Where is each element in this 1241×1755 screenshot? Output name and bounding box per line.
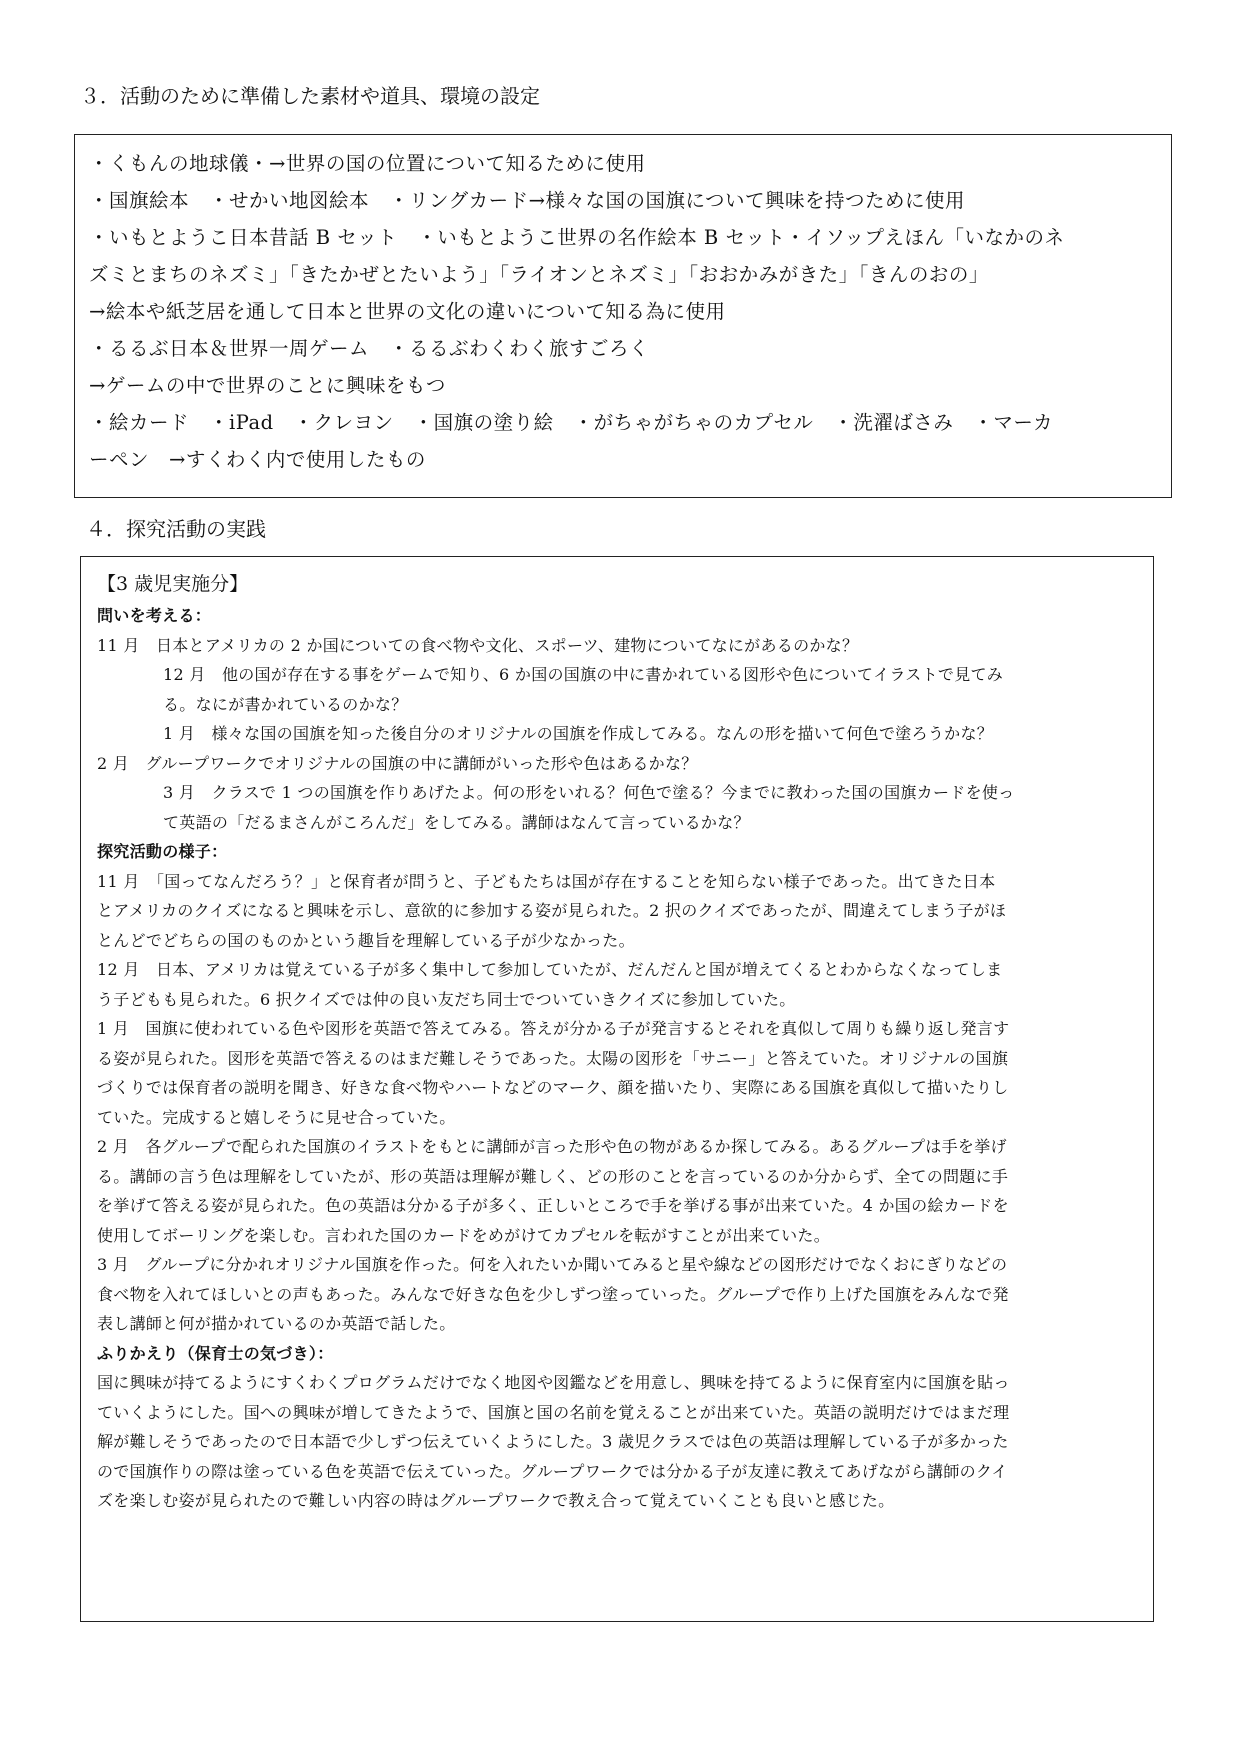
activity-line: とアメリカのクイズになると興味を示し、意欲的に参加する姿が見られた。2 択のクイズであったが、間違えてしまう子がほ [97, 901, 1007, 920]
question-line: 3 月 クラスで 1 つの国旗を作りあげたよ。何の形をいれる？何色で塗る？今までに教わった国の国旗カードを使っ [163, 783, 1015, 802]
reflection-line: 国に興味が持てるようにすくわくプログラムだけでなく地図や図鑑などを用意し、興味を持てるように保育室内に国旗を貼っ [97, 1373, 1010, 1392]
reflection-line: 解が難しそうであったので日本語で少しずつ伝えていくようにした。3 歳児クラスでは色の英語は理解している子が多かった [97, 1432, 1009, 1451]
section-3-heading: ３．活動のために準備した素材や道具、環境の設定 [80, 84, 540, 108]
activity-line: る。講師の言う色は理解をしていたが、形の英語は理解が難しく、どの形のことを言っているのか分からず、全ての問題に手 [97, 1166, 1009, 1186]
activity-line: を挙げて答える姿が見られた。色の英語は分かる子が多く、正しいところで手を挙げる事が出来ていた。4 か国の絵カードを [97, 1196, 1009, 1215]
reflection-line: ズを楽しむ姿が見られたので難しい内容の時はグループワークで教え合って覚えていくことも良いと感じた。 [97, 1491, 895, 1510]
questions-label: 問いを考える： [97, 606, 212, 625]
materials-line: ズミとまちのネズミ」「きたかぜとたいよう」「ライオンとネズミ」「おおかみがきた」「きんのおの」 [89, 263, 989, 286]
activity-line: る姿が見られた。図形を英語で答えるのはまだ難しそうであった。太陽の図形を「サニー」と答えていた。オリジナルの国旗 [97, 1048, 1009, 1068]
activity-line: 11 月 「国ってなんだろう？」と保育者が問うと、子どもたちは国が存在することを知らない様子であった。出てきた日本 [97, 871, 996, 891]
question-line: 12 月 他の国が存在する事をゲームで知り、6 か国の国旗の中に書かれている図形や色についてイラストで見てみ [163, 665, 1004, 684]
activity-line: 表し講師と何が描かれているのか英語で話した。 [97, 1314, 456, 1333]
materials-line: ・国旗絵本 ・せかい地図絵本 ・リングカード→様々な国の国旗について興味を持つために使用 [89, 189, 966, 212]
activity-line: 食べ物を入れてほしいとの声もあった。みんなで好きな色を少しずつ塗っていった。グループで作り上げた国旗をみんなで発 [97, 1284, 1009, 1304]
activity-line: 1 月 国旗に使われている色や図形を英語で答えてみる。答えが分かる子が発言するとそれを真似して周りも繰り返し発言す [97, 1019, 1010, 1038]
materials-line: ・いもとようこ日本昔話 B セット ・いもとようこ世界の名作絵本 B セット・イソップえほん「いなかのネ [89, 226, 1065, 249]
activity-line: づくりでは保育者の説明を聞き、好きな食べ物やハートなどのマーク、顔を描いたり、実際にある国旗を真似して描いたりし [97, 1078, 1009, 1097]
age-group-title: 【3 歳児実施分】 [97, 573, 249, 595]
materials-line: ・るるぶ日本＆世界一周ゲーム ・るるぶわくわく旅すごろく [89, 337, 650, 360]
reflection-line: ので国旗作りの際は塗っている色を英語で伝えていった。グループワークでは分かる子が友達に教えてあげながら講師のクイ [97, 1461, 1008, 1481]
materials-line: ・くもんの地球儀・→世界の国の位置について知るために使用 [89, 152, 646, 175]
activity-line: ていた。完成すると嬉しそうに見せ合っていた。 [97, 1107, 456, 1127]
materials-line: →ゲームの中で世界のことに興味をもつ [89, 374, 446, 397]
activity-line: 使用してボーリングを楽しむ。言われた国のカードをめがけてカプセルを転がすことが出来ていた。 [97, 1225, 831, 1245]
question-line: る。なにが書かれているのかな？ [163, 694, 408, 714]
materials-box [74, 134, 1172, 498]
section-4-heading: ４．探究活動の実践 [86, 517, 266, 541]
activity-line: 3 月 グループに分かれオリジナル国旗を作った。何を入れたいか聞いてみると星や線などの図形だけでなくおにぎりなどの [97, 1255, 1008, 1274]
activity-line: とんどでどちらの国のものかという趣旨を理解している子が少なかった。 [97, 930, 635, 950]
question-line: 2 月 グループワークでオリジナルの国旗の中に講師がいった形や色はあるかな？ [97, 753, 698, 773]
reflection-label: ふりかえり（保育士の気づき）： [97, 1343, 334, 1363]
materials-line: →絵本や紙芝居を通して日本と世界の文化の違いについて知る為に使用 [89, 300, 726, 323]
reflection-line: ていくようにした。国への興味が増してきたようで、国旗と国の名前を覚えることが出来ていた。英語の説明だけではまだ理 [97, 1402, 1010, 1422]
activity-line: 12 月 日本、アメリカは覚えている子が多く集中して参加していたが、だんだんと国が増えてくるとわからなくなってしま [97, 960, 1003, 979]
activity-label: 探究活動の様子： [97, 842, 228, 861]
question-line: 11 月 日本とアメリカの 2 か国についての食べ物や文化、スポーツ、建物についてなにがあるのかな？ [97, 635, 859, 655]
question-line: 1 月 様々な国の国旗を知った後自分のオリジナルの国旗を作成してみる。なんの形を描いて何色で塗ろうかな？ [163, 724, 994, 743]
practice-box [80, 556, 1154, 1622]
activity-line: う子どもも見られた。6 択クイズでは仲の良い友だち同士でついていきクイズに参加していた。 [97, 989, 796, 1009]
activity-line: 2 月 各グループで配られた国旗のイラストをもとに講師が言った形や色の物があるか探してみる。あるグループは手を挙げ [97, 1137, 1007, 1156]
materials-line: ・絵カード ・iPad ・クレヨン ・国旗の塗り絵 ・がちゃがちゃのカプセル ・洗濯ばさみ ・マーカ [89, 411, 1054, 434]
question-line: て英語の「だるまさんがころんだ」をしてみる。講師はなんて言っているかな？ [163, 812, 750, 832]
materials-line: ーペン →すくわく内で使用したもの [89, 448, 426, 471]
